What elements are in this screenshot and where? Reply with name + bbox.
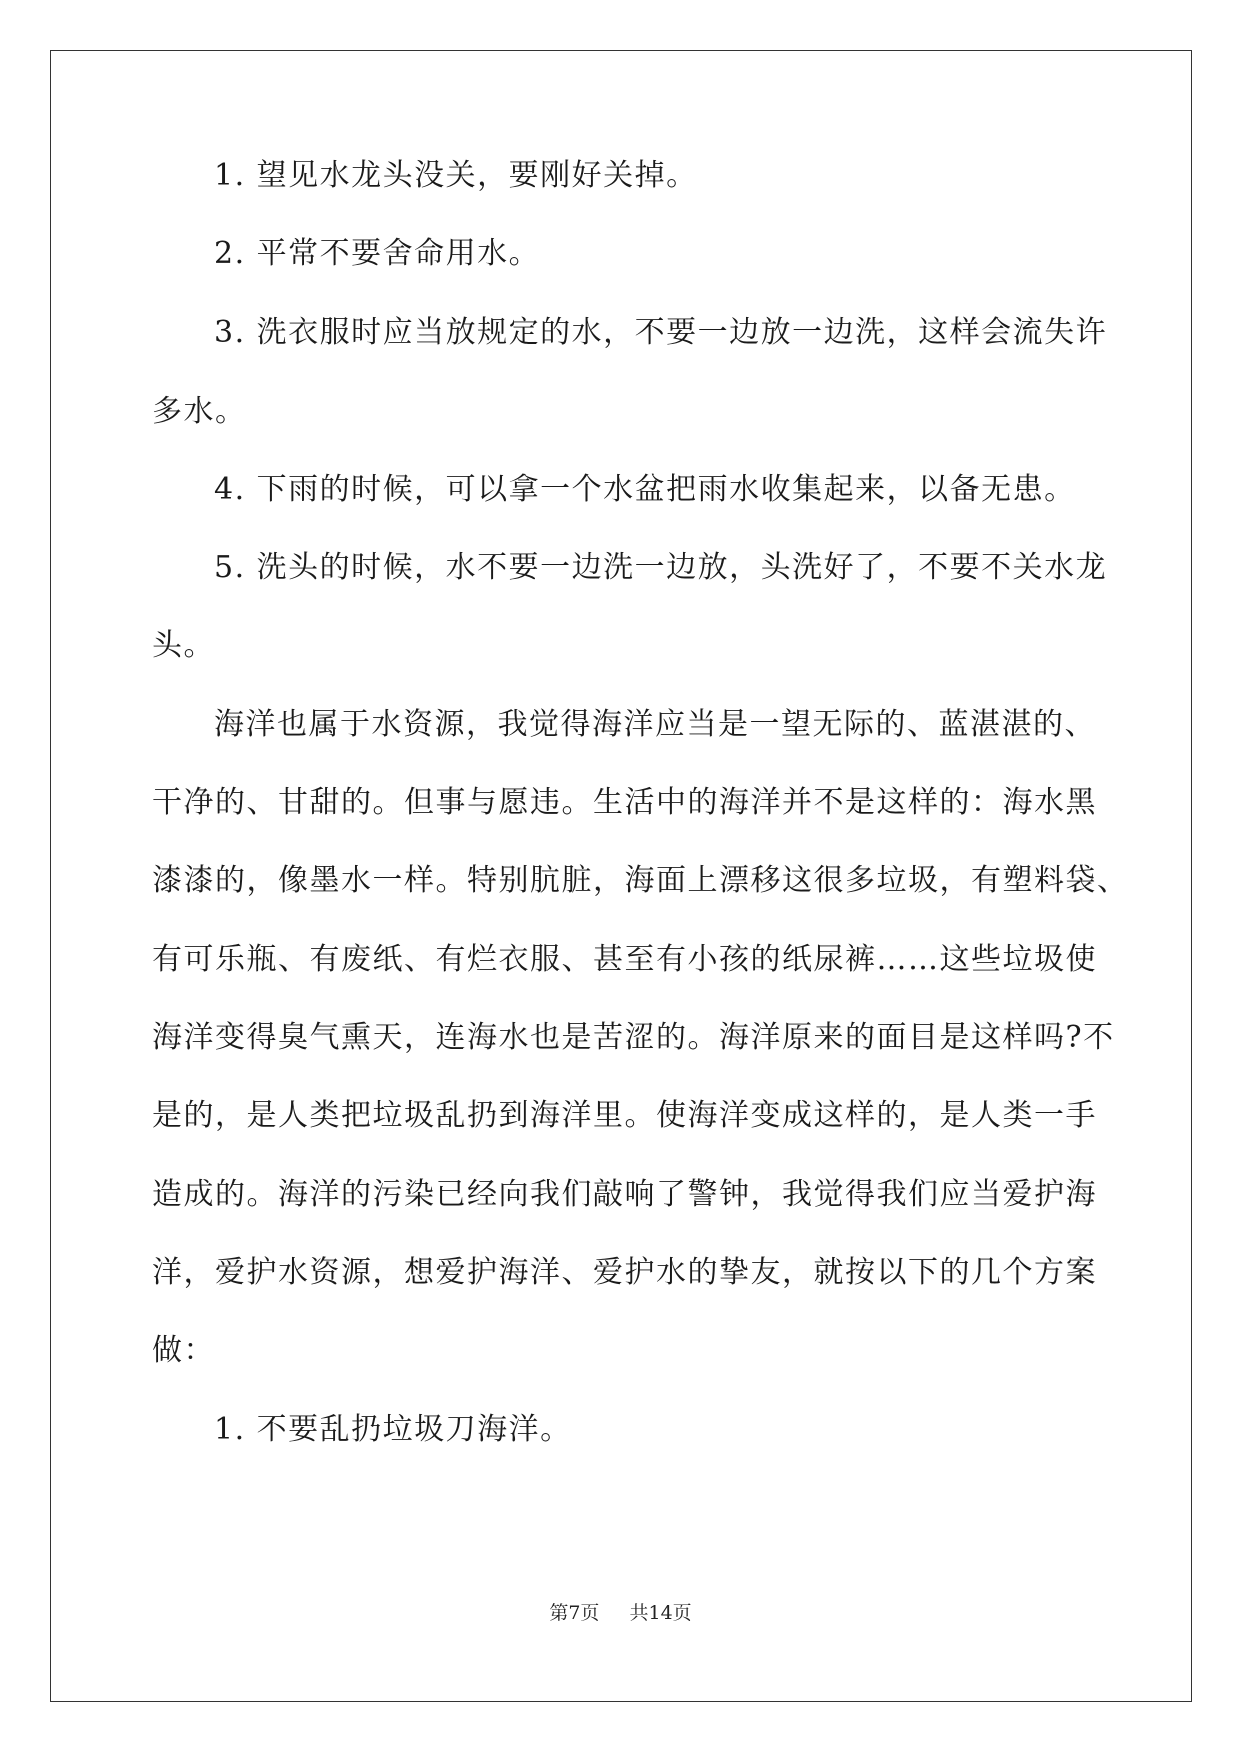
- paragraph-ocean-line-5: [152, 1022, 1115, 1054]
- list-item-5-cont: [152, 630, 215, 662]
- page-footer: [0, 1598, 1241, 1625]
- page-number-current: 第7页: [549, 1602, 600, 1624]
- list-item-2: [152, 238, 540, 270]
- list-item-3-cont: [152, 396, 247, 428]
- text-line: 造成的。海洋的污染已经向我们敲响了警钟，我觉得我们应当爱护海: [152, 1177, 1097, 1212]
- paragraph-ocean-line-8: [152, 1257, 1097, 1289]
- text-line: 5. 洗头的时候，水不要一边洗一边放，头洗好了，不要不关水龙: [214, 550, 1108, 585]
- text-line: 做：: [152, 1333, 215, 1368]
- list-item-4: [152, 474, 1076, 506]
- text-line: 头。: [152, 628, 215, 663]
- paragraph-ocean-line-9: [152, 1335, 215, 1367]
- paragraph-ocean-line-7: [152, 1179, 1097, 1211]
- text-line: 洋，爱护水资源，想爱护海洋、爱护水的挚友，就按以下的几个方案: [152, 1255, 1097, 1290]
- page-number-total: 共14页: [629, 1602, 692, 1624]
- text-line: 多水。: [152, 394, 247, 429]
- paragraph-ocean-line-4: [152, 944, 1097, 976]
- text-line: 2. 平常不要舍命用水。: [214, 236, 541, 271]
- text-line: 4. 下雨的时候，可以拿一个水盆把雨水收集起来，以备无患。: [214, 472, 1076, 507]
- text-line: 干净的、甘甜的。但事与愿违。生活中的海洋并不是这样的：海水黑: [152, 785, 1097, 820]
- paragraph-ocean-line-2: [152, 787, 1097, 819]
- list-item-3: [152, 317, 1107, 349]
- list-item-5: [152, 552, 1107, 584]
- text-line: 3. 洗衣服时应当放规定的水，不要一边放一边洗，这样会流失许: [214, 315, 1108, 350]
- paragraph-ocean-line-3: [152, 865, 1129, 897]
- text-line: 1. 不要乱扔垃圾刀海洋。: [214, 1412, 572, 1447]
- text-line: 是的，是人类把垃圾乱扔到海洋里。使海洋变成这样的，是人类一手: [152, 1098, 1097, 1133]
- list-item-ocean-1: [152, 1414, 572, 1446]
- list-item-1: [152, 160, 698, 192]
- text-line: 漆漆的，像墨水一样。特别肮脏，海面上漂移这很多垃圾，有塑料袋、: [152, 863, 1129, 898]
- text-line: 有可乐瓶、有废纸、有烂衣服、甚至有小孩的纸尿裤……这些垃圾使: [152, 942, 1097, 977]
- paragraph-ocean-line-6: [152, 1100, 1097, 1132]
- text-line: 海洋变得臭气熏天，连海水也是苦涩的。海洋原来的面目是这样吗?不: [152, 1020, 1115, 1055]
- text-line: 1. 望见水龙头没关，要刚好关掉。: [214, 158, 698, 193]
- text-line: 海洋也属于水资源，我觉得海洋应当是一望无际的、蓝湛湛的、: [214, 707, 1096, 742]
- paragraph-ocean-line-1: [152, 709, 1096, 741]
